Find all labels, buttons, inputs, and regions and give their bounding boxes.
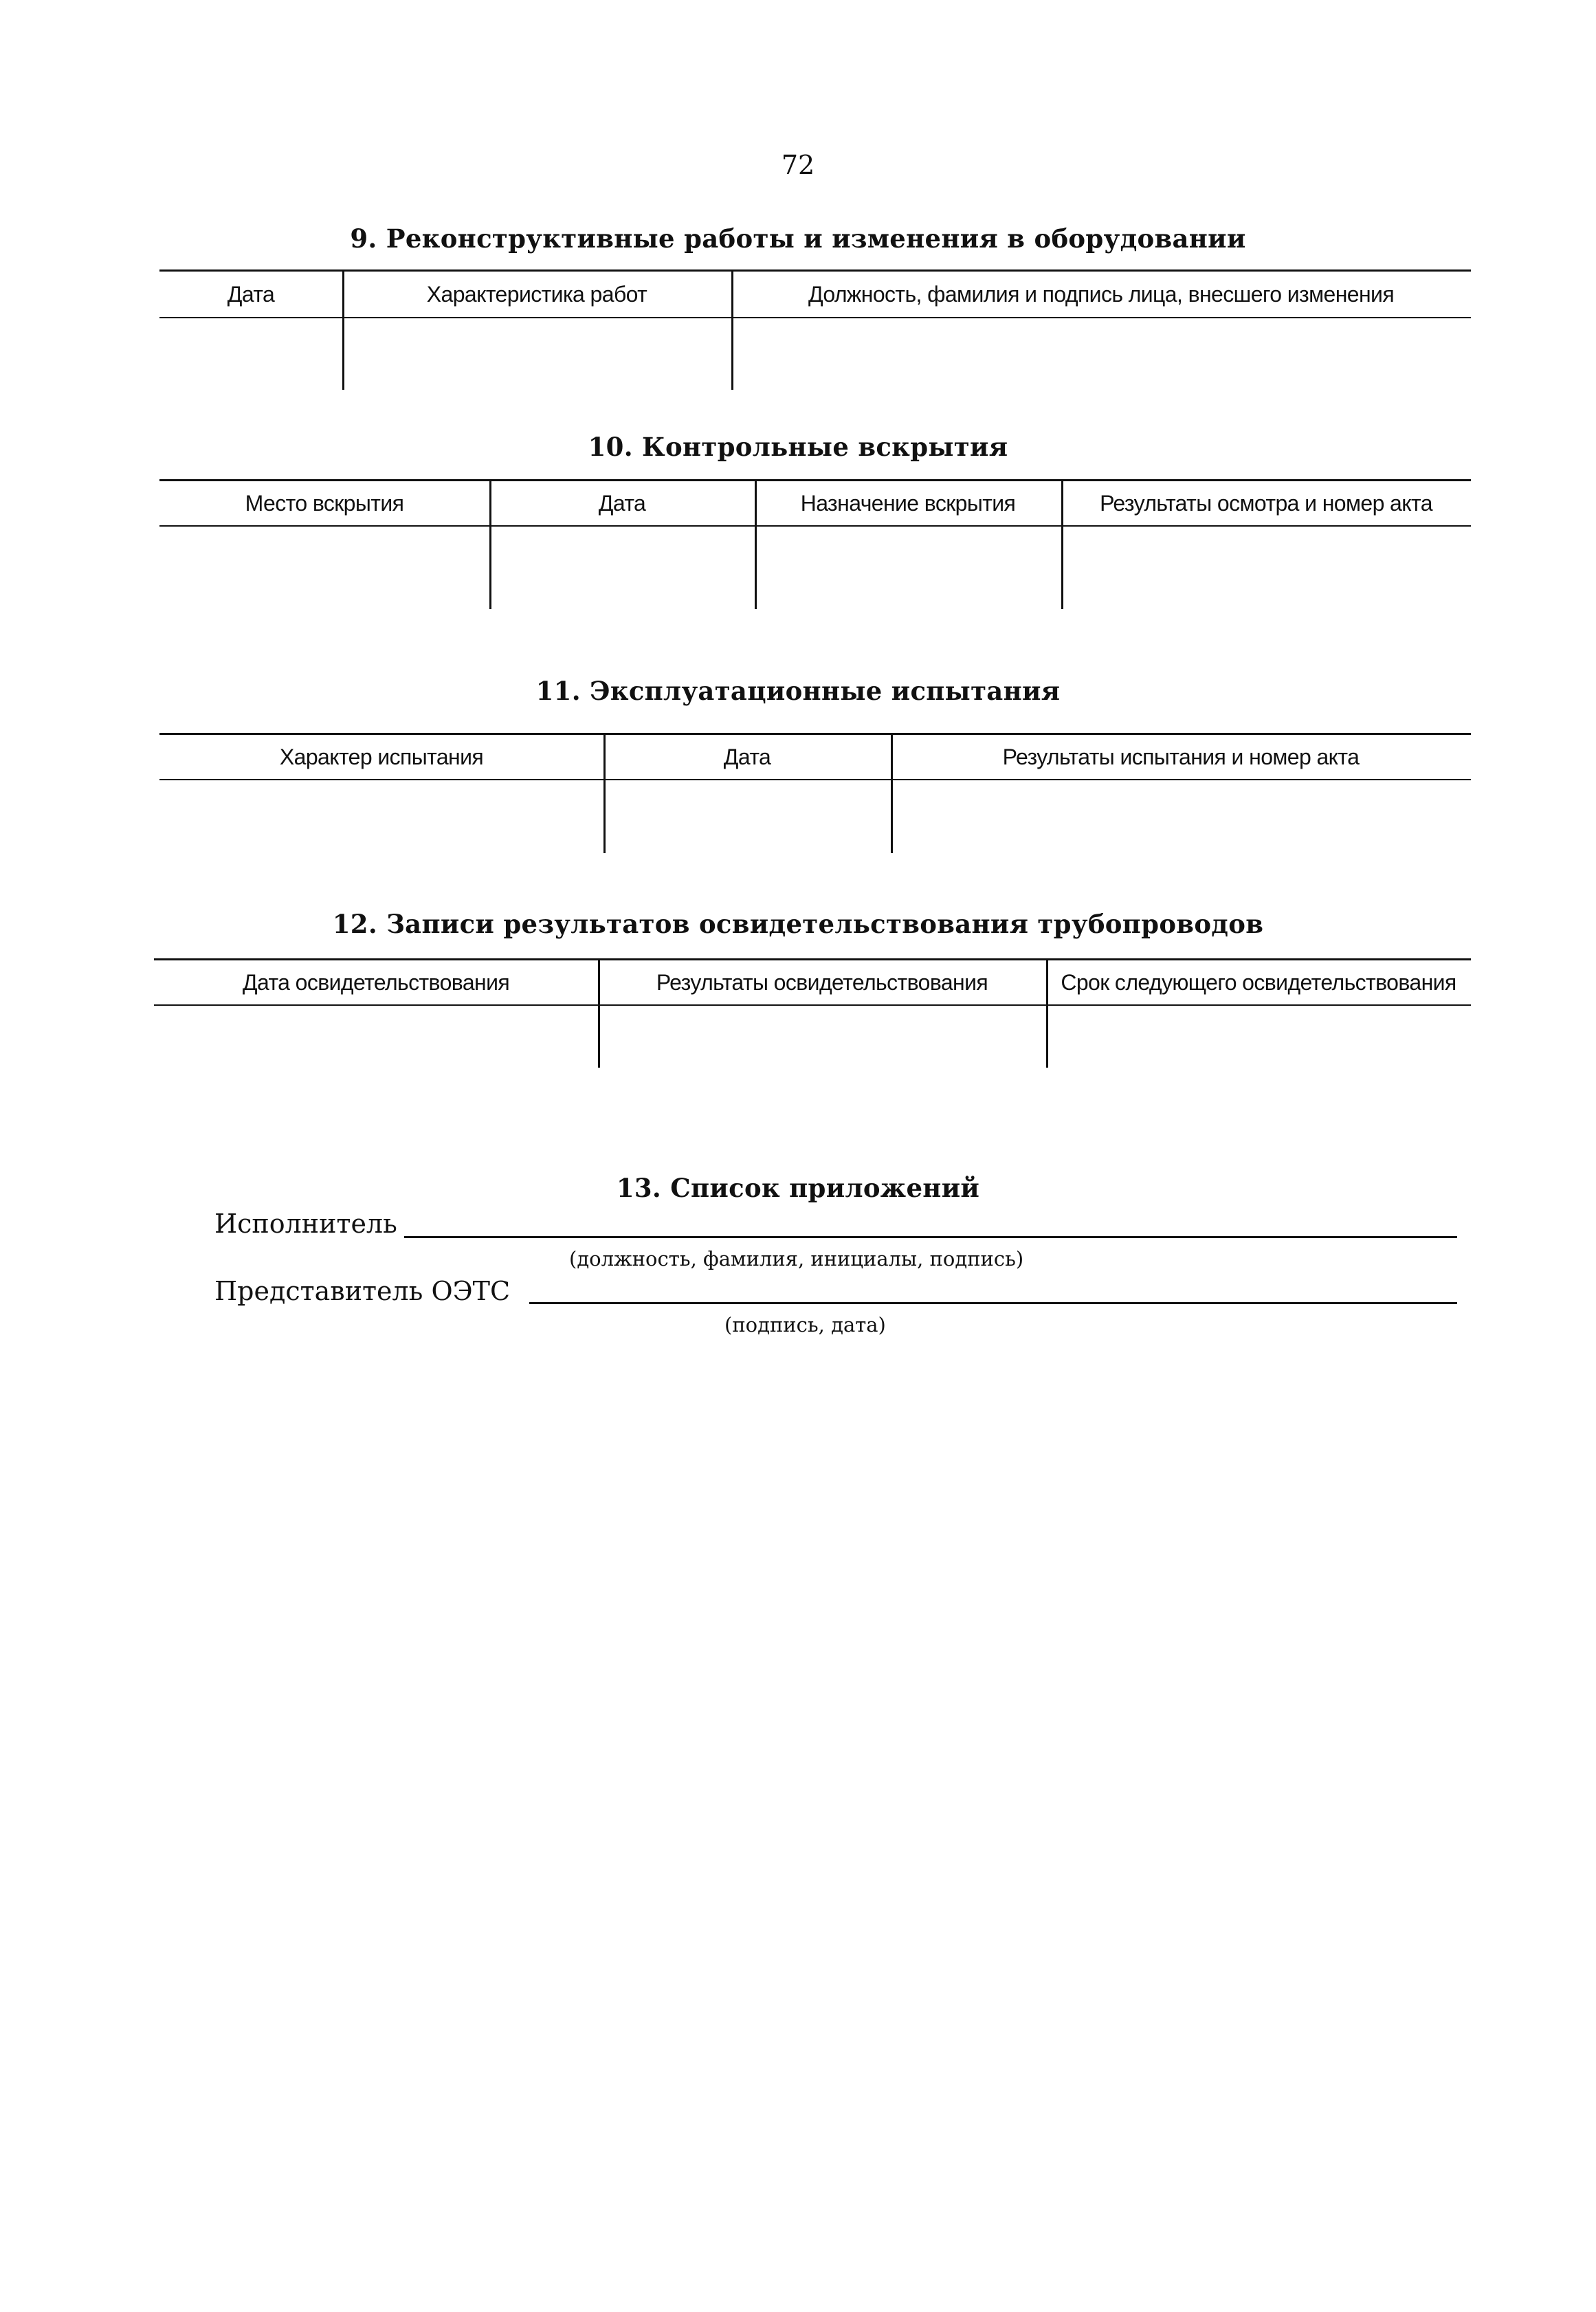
table-header [159,481,1471,527]
column-divider [891,735,893,853]
column-divider [731,272,733,390]
table-section-9 [159,269,1471,388]
column-header-opening-place: Место вскрытия [245,490,404,516]
column-divider [489,481,491,609]
table-section-10 [159,479,1471,607]
section-13-title: 13. Список приложений [616,1173,980,1203]
column-divider [755,481,757,609]
column-header-date: Дата [723,744,771,769]
representative-signature-hint: (подпись, дата) [724,1313,886,1336]
column-header-test-results: Результаты испытания и номер акта [1002,744,1360,769]
representative-signature-line [529,1302,1457,1304]
column-divider [1061,481,1063,609]
column-header-opening-purpose: Назначение вскрытия [800,490,1016,516]
table-header [154,960,1471,1006]
table-header [159,735,1471,780]
column-header-responsible-person: Должность, фамилия и подпись лица, внесшего изменения [808,281,1395,307]
column-divider [603,735,606,853]
section-10-title: 10. Контрольные вскрытия [588,432,1008,462]
table-section-11 [159,733,1471,851]
table-header [159,272,1471,318]
column-divider [1046,960,1048,1068]
column-header-date: Дата [598,490,646,516]
column-header-next-inspection-date: Срок следующего освидетельствования [1061,969,1456,995]
page-number: 72 [781,150,815,180]
representative-label: Представитель ОЭТС [214,1276,511,1306]
section-9-title: 9. Реконструктивные работы и изменения в оборудовании [350,223,1246,254]
column-header-date: Дата [227,281,275,307]
column-header-inspection-date: Дата освидетельствования [242,969,510,995]
column-header-inspection-results: Результаты освидетельствования [656,969,988,995]
column-header-work-description: Характеристика работ [426,281,647,307]
executor-signature-line [404,1236,1457,1238]
column-divider [598,960,600,1068]
executor-label: Исполнитель [214,1209,397,1239]
executor-signature-hint: (должность, фамилия, инициалы, подпись) [569,1247,1024,1270]
column-divider [342,272,344,390]
section-11-title: 11. Эксплуатационные испытания [535,676,1061,706]
column-header-inspection-results: Результаты осмотра и номер акта [1100,490,1432,516]
table-section-12 [154,958,1471,1066]
column-header-test-type: Характер испытания [279,744,484,769]
section-12-title: 12. Записи результатов освидетельствования трубопроводов [332,909,1264,939]
